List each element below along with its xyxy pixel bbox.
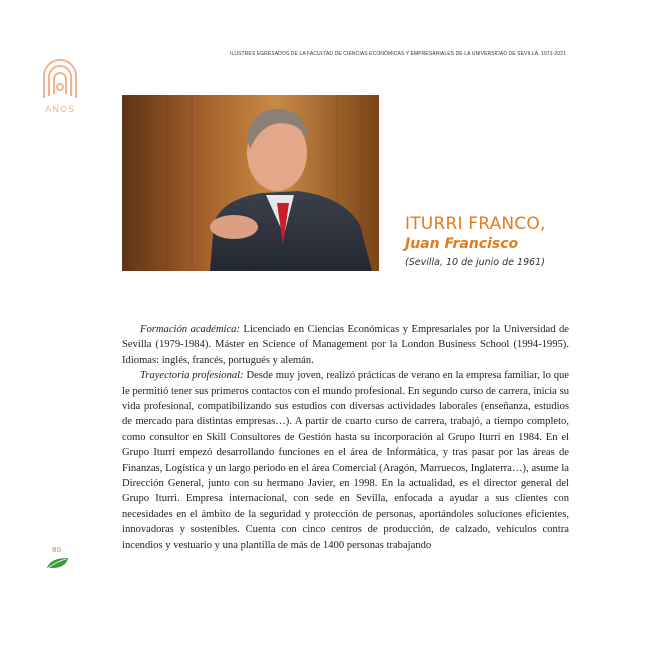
formacion-text: Licenciado en Ciencias Económicas y Empresariales por la Universidad de Sevilla (1979-1984). Máster en Science of Management por la London Business School (1994-1995). Idiomas: inglés, francés, portugués y alemán. [122,324,570,366]
formacion-label: Formación académica: [140,324,240,335]
portrait-photo [122,95,379,271]
leaf-icon [46,556,70,570]
trayectoria-text: Desde muy joven, realizó prácticas de verano en la empresa familiar, lo que le permitió tener sus primeros contactos con el mundo profesional. En segundo curso de carrera, inicia su vida profesional, compatibilizando sus estudios con diversas actividades laborales (enseñanza, estudios de mercado para distintas empresas…). A partir de cuarto curso de carrera, trabajó, a tiempo completo, como consultor en Skill Consultores de Gestión hasta su incorporación al Grupo Iturri en 1984. En el Grupo Iturri empezó desarrollando funciones en el área de Informática, y tras pasar por las áreas de Finanzas, Logística y un largo periodo en el área Comercial (Aragón, Marruecos, Inglaterra…), asume la Dirección General, junto con su hermano Javier, en 1998. En la actualidad, es el director general del Grupo Iturri. Empresa internacional, con sede en Sevilla, enfocada a ayudar a sus clientes con necesidades en el ámbito de la seguridad y protección de personas, aportándoles soluciones eficientes, innovadoras y sostenibles. Cuenta con cinco centros de producción, de calzado, vehículos contra incendios y vestuario y una plantilla de más de 1400 personas trabajando [122,370,570,551]
trayectoria-label: Trayectoria profesional: [140,370,244,382]
name-block [405,214,625,268]
logo-text: AÑOS [45,105,75,115]
biography-text [122,322,569,553]
formacion-paragraph [122,322,569,368]
given-name: Juan Francisco [405,236,519,252]
birth-info: (Sevilla, 10 de junio de 1961) [405,257,545,268]
running-header: ILUSTRES EGRESADOS DE LA FACULTAD DE CIENCIAS ECONÓMICAS Y EMPRESARIALES DE LA UNIVERSIDAD DE SEVILLA. 1971-2021 [230,51,566,57]
anniversary-logo [40,54,80,116]
page-number: 80 [52,546,61,554]
trayectoria-paragraph [122,368,569,553]
surname: ITURRI FRANCO, [405,214,546,234]
